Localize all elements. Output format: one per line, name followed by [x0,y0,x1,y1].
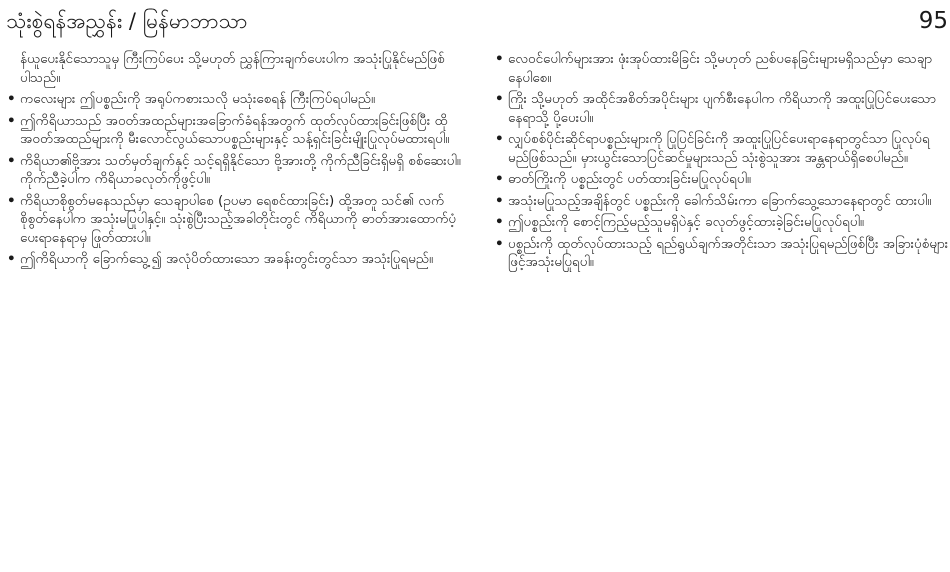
left-instruction-list [6,50,466,269]
right-list-item: • ပစ္စည်းကို ထုတ်လုပ်ထားသည့် ရည်ရွယ်ချက်အတိုင်းသာ အသုံးပြုရမည်ဖြစ်ပြီး အခြားပုံစံများဖြင့်အသုံးမပြုရပါ။ [494,235,950,272]
left-list-item: န်ယူပေးနိုင်သောသူမှ ကြီးကြပ်ပေး သို့မဟုတ် ညွှန်ကြားချက်ပေးပါက အသုံးပြုနိုင်မည်ဖြစ်ပါသည်။ [20,51,445,86]
page-header [0,0,950,44]
left-list-item: • ကိရိယာ၏ဗို့အား သတ်မှတ်ချက်နှင့် သင့်ရရှိနိုင်သော ဗို့အားတို့ ကိုက်ညီခြင်းရှိမရှိ စစ်ဆေးပါ။ ကိုက်ညီခဲ့ပါက ကိရိယာခလုတ်ကိုဖွင့်ပါ။ [6,152,466,189]
left-list-item: • ကိရိယာစိုစွတ်မနေသည်မှာ သေချာပါစေ (ဥပမာ ရေစင်ထားခြင်း) ထို့အတူ သင်၏ လက်စိုစွတ်နေပါက အသုံးမပြုပါနှင့်။ သုံးစွဲပြီးသည့်အခါတိုင်းတွင် ကိရိယာကို ဓာတ်အားထောက်ပံ့ပေးရာနေရာမှ ဖြုတ်ထားပါ။ [6,192,466,248]
left-column [6,50,466,272]
right-list-item: • လေဝင်ပေါက်များအား ဖုံးအုပ်ထားမိခြင်း သို့မဟုတ် ညစ်ပနေခြင်းများမရှိသည်မှာ သေချာနေပါစေ။ [494,50,950,87]
left-list-item: • ဤကိရိယာသည် အဝတ်အထည်များအခြောက်ခံရန်အတွက် ထုတ်လုပ်ထားခြင်းဖြစ်ပြီး ထိုအဝတ်အထည်များကို မီးလောင်လွယ်သောပစ္စည်းများနှင့် သန့်ရှင်းခြင်းမျိုးပြုလုပ်မထားရပါ။ [6,112,466,149]
right-list-item: • အသုံးမပြုသည့်အချိန်တွင် ပစ္စည်းကို ခေါက်သိမ်းကာ ခြောက်သွေ့သောနေရာတွင် ထားပါ။ [494,192,950,211]
right-list-item: • ဓာတ်ကြိုးကို ပစ္စည်းတွင် ပတ်ထားခြင်းမပြုလုပ်ရပါ။ [494,170,950,189]
right-list-item: • ကြိုး သို့မဟုတ် အထိုင်အစိတ်အပိုင်းများ ပျက်စီးနေပါက ကိရိယာကို အထူးပြုပြင်ပေးသော နေရာသို့ ပို့ပေးပါ။ [494,90,950,127]
right-column [494,50,950,275]
right-list-item: • လျှပ်စစ်ပိုင်းဆိုင်ရာပစ္စည်းများကို ပြုပြင်ခြင်းကို အထူးပြုပြင်ပေးရာနေရာတွင်သာ ပြုလုပ်ရမည်ဖြစ်သည်။ မှားယွင်းသောပြင်ဆင်မှုများသည် သုံးစွဲသူအား အန္တရာယ်ရှိစေပါမည်။ [494,130,950,167]
right-list-item: • ဤပစ္စည်းကို စောင့်ကြည့်မည့်သူမရှိပဲနှင့် ခလုတ်ဖွင့်ထားခဲ့ခြင်းမပြုလုပ်ရပါ။ [494,213,950,232]
page-number: 95 [918,8,948,34]
left-list-item: • ကလေးများ ဤပစ္စည်းကို အရုပ်ကစားသလို မသုံးစေရန် ကြီးကြပ်ရပါမည်။ [6,90,466,109]
page-title: သုံးစွဲရန်အညွှန်း / မြန်မာဘာသာ [6,9,248,33]
right-instruction-list [494,50,950,272]
left-list-item: • ဤကိရိယာကို ခြောက်သွေ့၍ အလုံပိတ်ထားသော အခန်းတွင်းတွင်သာ အသုံးပြုရမည်။ [6,250,466,269]
